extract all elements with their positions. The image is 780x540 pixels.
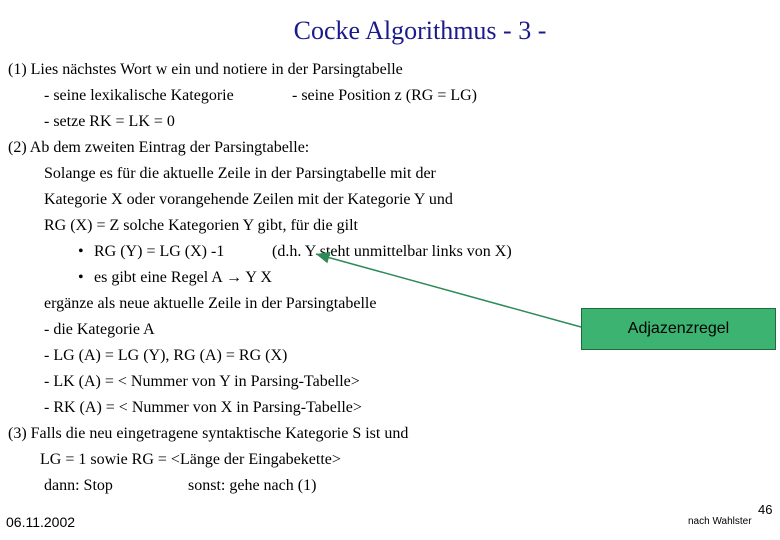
step-2-text: (2) Ab dem zweiten Eintrag der Parsingtabelle:: [8, 139, 310, 156]
position-text: - seine Position z (RG = LG): [292, 87, 477, 104]
category-a-text: - die Kategorie A: [44, 321, 155, 338]
bullet-1: •: [78, 243, 84, 260]
rk-assignment: - RK (A) = < Nummer von X in Parsing-Tabelle>: [44, 399, 362, 416]
set-rk-lk-text: - setze RK = LK = 0: [44, 113, 175, 130]
condition-line-3: RG (X) = Z solche Kategorien Y gibt, für die gilt: [44, 217, 358, 234]
lg-rg-assignment: - LG (A) = LG (Y), RG (A) = RG (X): [44, 347, 288, 364]
adjazenzregel-callout: Adjazenzregel: [581, 308, 776, 350]
lk-assignment: - LK (A) = < Nummer von Y in Parsing-Tabelle>: [44, 373, 360, 390]
condition-line-1: Solange es für die aktuelle Zeile in der Parsingtabelle mit der: [44, 165, 436, 182]
stop-text: dann: Stop: [44, 477, 113, 494]
step-3-condition: LG = 1 sowie RG = <Länge der Eingabekette>: [40, 451, 341, 468]
goto-text: sonst: gehe nach (1): [188, 477, 317, 494]
step-3-text: (3) Falls die neu eingetragene syntaktische Kategorie S ist und: [8, 425, 409, 442]
step-1-text: (1) Lies nächstes Wort w ein und notiere in der Parsingtabelle: [8, 61, 403, 78]
slide-date: 06.11.2002: [6, 514, 76, 530]
adjacency-explanation: (d.h. Y steht unmittelbar links von X): [272, 243, 512, 260]
rule-condition: es gibt eine Regel A → Y X: [94, 269, 272, 286]
page-number: 46: [758, 502, 773, 517]
condition-line-2: Kategorie X oder vorangehende Zeilen mit der Kategorie Y und: [44, 191, 453, 208]
append-row-text: ergänze als neue aktuelle Zeile in der Parsingtabelle: [44, 295, 377, 312]
slide-author: nach Wahlster: [688, 516, 752, 527]
slide-title: Cocke Algorithmus - 3 -: [293, 16, 547, 45]
rg-lg-condition: RG (Y) = LG (X) -1: [94, 243, 225, 260]
lexical-category-text: - seine lexikalische Kategorie: [44, 87, 234, 104]
bullet-2: •: [78, 269, 84, 286]
